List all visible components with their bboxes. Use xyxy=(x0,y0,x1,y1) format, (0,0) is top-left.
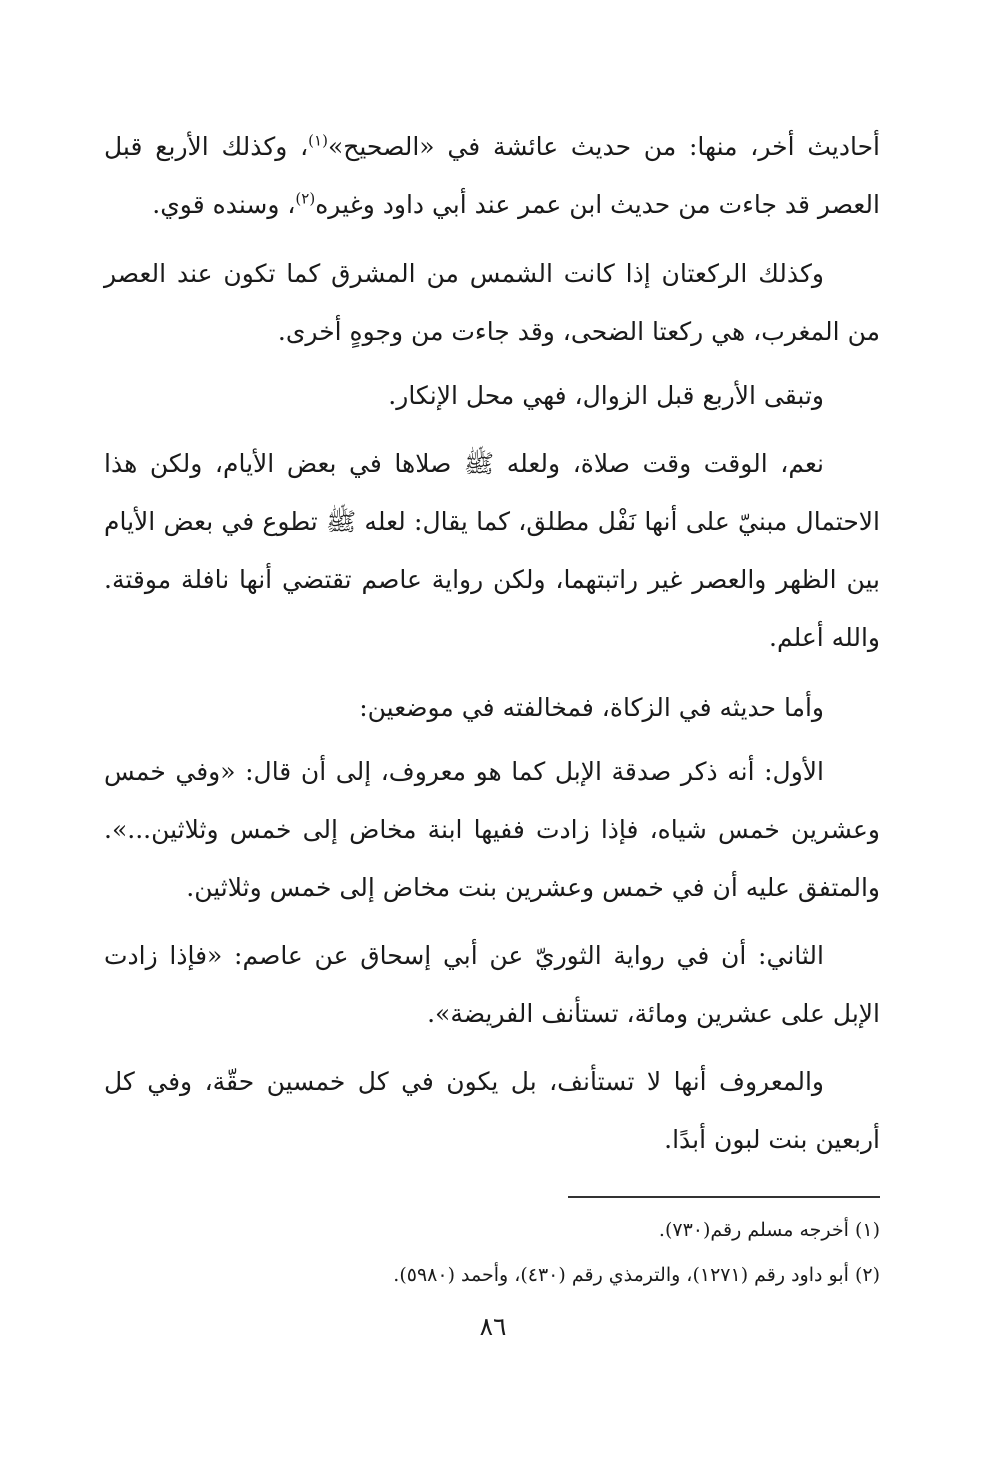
paragraph-6: الأول: أنه ذكر صدقة الإبل كما هو معروف، إلى أن قال: «وفي خمس وعشرين خمس شياه، فإذا زادت ففيها ابنة مخاض إلى خمس وثلاثين...». والمتفق عليه أن في خمس وعشرين بنت مخاض إلى خمس وثلاثين. xyxy=(104,757,880,902)
footnotes xyxy=(104,1208,880,1298)
paragraph-1-part-1: أحاديث أخر، منها: من حديث عائشة في «الصحيح» xyxy=(327,132,880,161)
footnote-2-text: أبو داود رقم (١٢٧١)، والترمذي رقم (٤٣٠)، وأحمد (٥٩٨٠). xyxy=(393,1264,849,1286)
paragraph-8: والمعروف أنها لا تستأنف، بل يكون في كل خمسين حقّة، وفي كل أربعين بنت لبون أبدًا. xyxy=(104,1067,880,1154)
main-text xyxy=(104,118,880,1178)
paragraph-1-part-2: ، وكذلك الأربع قبل العصر قد جاءت من حديث ابن عمر عند أبي داود وغيره xyxy=(104,132,880,219)
footnote-ref-1: (١) xyxy=(308,131,328,150)
footnote-1 xyxy=(104,1208,880,1253)
footnote-1-number: (١) xyxy=(854,1219,880,1241)
footnote-2-number: (٢) xyxy=(854,1264,880,1286)
paragraph-4: نعم، الوقت وقت صلاة، ولعله ﷺ صلاها في بعض الأيام، ولكن هذا الاحتمال مبنيّ على أنها نَفْل مطلق، كما يقال: لعله ﷺ تطوع في بعض الأيام بين الظهر والعصر غير راتبتهما، ولكن رواية عاصم تقتضي أنها نافلة موقتة. والله أعلم. xyxy=(104,449,880,652)
paragraph-2: وكذلك الركعتان إذا كانت الشمس من المشرق كما تكون عند العصر من المغرب، هي ركعتا الضحى، وقد جاءت من وجوهٍ أخرى. xyxy=(104,259,880,346)
footnote-2 xyxy=(104,1253,880,1298)
paragraph-5: وأما حديثه في الزكاة، فمخالفته في موضعين: xyxy=(359,693,824,722)
paragraph-1 xyxy=(104,118,880,234)
footnote-separator xyxy=(568,1196,880,1198)
footnote-ref-2: (٢) xyxy=(295,189,316,208)
paragraph-7: الثاني: أن في رواية الثوريّ عن أبي إسحاق عن عاصم: «فإذا زادت الإبل على عشرين ومائة، تستأنف الفريضة». xyxy=(104,941,880,1028)
paragraph-3: وتبقى الأربع قبل الزوال، فهي محل الإنكار. xyxy=(388,381,824,410)
page-number: ٨٦ xyxy=(479,1312,507,1341)
paragraph-1-part-3: ، وسنده قوي. xyxy=(152,190,296,219)
footnote-1-text: أخرجه مسلم رقم(٧٣٠). xyxy=(658,1219,849,1241)
